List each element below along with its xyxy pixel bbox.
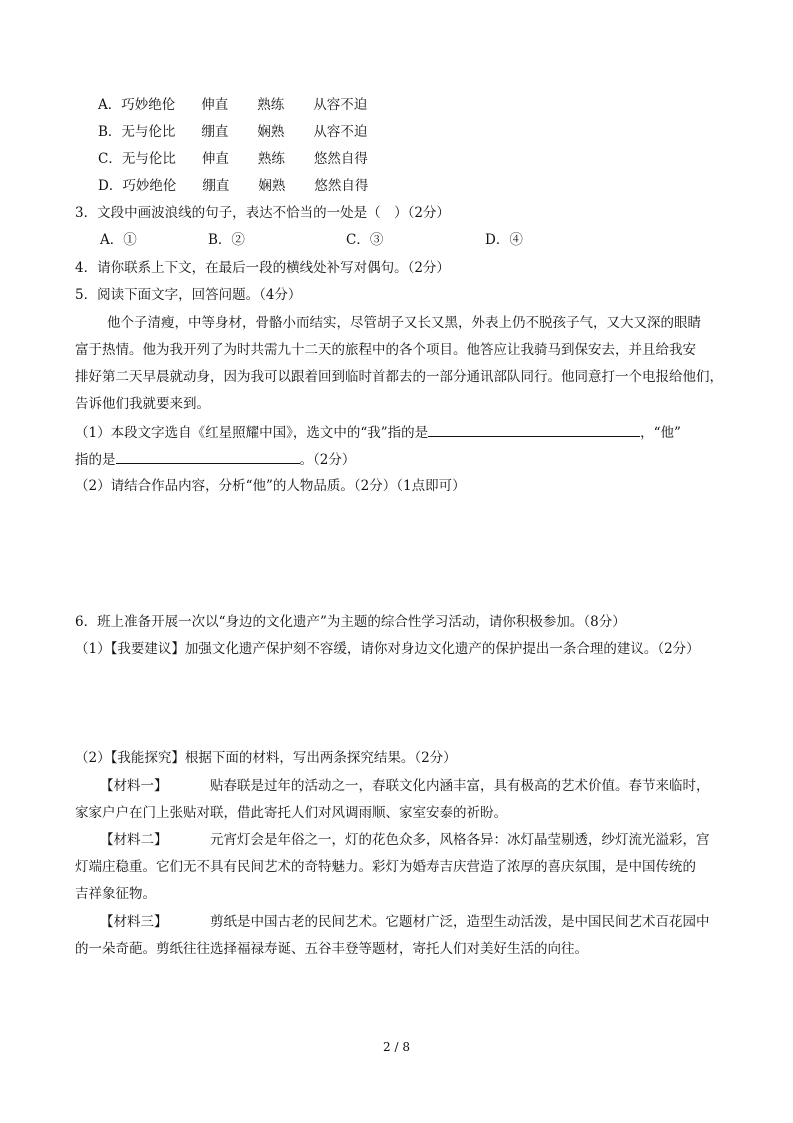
option-word: 悠然自得 bbox=[314, 178, 369, 194]
q5-passage-line: 他个子清瘦，中等身材，骨骼小而结实，尽管胡子又长又黑，外表上仍不脱孩子气，又大又深的眼睛 bbox=[107, 315, 701, 331]
q2-option-a bbox=[98, 95, 367, 115]
option-word: 从容不迫 bbox=[313, 97, 368, 113]
option-word: 巧妙绝伦 bbox=[122, 178, 177, 194]
option-word: 巧妙绝伦 bbox=[121, 97, 176, 113]
question-text: （1）本段文字选自《红星照耀中国》，选文中的“我”指的是 bbox=[75, 425, 429, 441]
q5-passage-line: 富于热情。他为我开列了为时共需九十二天的旅程中的各个项目。他答应让我骑马到保安去，并且给我安 bbox=[75, 342, 696, 358]
option-word: 熟练 bbox=[257, 97, 285, 113]
q5-passage-line: 排好第二天早晨就动身，因为我可以跟着回到临时首都去的一部分通讯部队同行。他同意打一个电报给他们， bbox=[75, 369, 723, 385]
option-label: C． bbox=[98, 151, 122, 167]
page-number: 2 / 8 bbox=[383, 1040, 410, 1054]
material-3-text: 的一朵奇葩。剪纸往往选择福禄寿诞、五谷丰登等题材，寄托人们对美好生活的向往。 bbox=[75, 941, 588, 957]
option-word: 无与伦比 bbox=[121, 124, 176, 140]
q3-option-a: A．① bbox=[100, 232, 137, 248]
material-3-text: 剪纸是中国古老的民间艺术。它题材广泛，造型生动活泼，是中国民间艺术百花园中 bbox=[210, 914, 710, 930]
answer-blank-i[interactable] bbox=[428, 422, 640, 437]
q5-stem: 5．阅读下面文字，回答问题。（4分） bbox=[75, 287, 302, 303]
option-word: 从容不迫 bbox=[313, 124, 368, 140]
q6-stem: 6．班上准备开展一次以“身边的文化遗产”为主题的综合性学习活动，请你积极参加。（8分） bbox=[75, 614, 626, 630]
q4-stem: 4．请你联系上下文，在最后一段的横线处补写对偶句。（2分） bbox=[75, 260, 450, 276]
option-word: 娴熟 bbox=[257, 124, 285, 140]
option-word: 熟练 bbox=[257, 151, 285, 167]
option-word: 绷直 bbox=[202, 178, 230, 194]
option-word: 伸直 bbox=[201, 97, 229, 113]
q2-option-c bbox=[98, 149, 368, 169]
material-2-tag: 【材料二】 bbox=[100, 832, 168, 848]
option-word: 无与伦比 bbox=[121, 151, 176, 167]
q5-passage-line: 告诉他们我就要来到。 bbox=[75, 396, 210, 412]
option-word: 娴熟 bbox=[258, 178, 286, 194]
material-1-text: 贴春联是过年的活动之一，春联文化内涵丰富，具有极高的艺术价值。春节来临时， bbox=[210, 778, 710, 794]
q2-option-d bbox=[98, 176, 368, 196]
option-word: 悠然自得 bbox=[313, 151, 368, 167]
q2-option-b bbox=[98, 122, 367, 142]
question-text: 。（2分） bbox=[299, 452, 356, 468]
option-label: A． bbox=[98, 97, 122, 113]
option-word: 绷直 bbox=[201, 124, 229, 140]
option-label: B． bbox=[98, 124, 122, 140]
q5-sub1-line2 bbox=[75, 449, 355, 470]
q3-option-b: B．② bbox=[208, 232, 245, 248]
q6-sub1: （1）【我要建议】加强文化遗产保护刻不容缓，请你对身边文化遗产的保护提出一条合理的建议。（2分） bbox=[75, 641, 700, 657]
material-3-tag: 【材料三】 bbox=[100, 914, 168, 930]
q5-sub1-line1 bbox=[75, 422, 681, 443]
q3-option-c: C．③ bbox=[346, 232, 384, 248]
question-text: ，“他” bbox=[640, 425, 681, 441]
question-text: 指的是 bbox=[75, 452, 116, 468]
material-2-text: 灯端庄稳重。它们无不具有民间艺术的奇特魅力。彩灯为婚寿吉庆营造了浓厚的喜庆氛围，是中国传统的 bbox=[75, 859, 696, 875]
q3-stem: 3．文段中画波浪线的句子，表达不恰当的一处是（ ）（2分） bbox=[75, 205, 450, 221]
material-2-text: 元宵灯会是年俗之一，灯的花色众多，风格各异：冰灯晶莹剔透，纱灯流光溢彩，宫 bbox=[210, 832, 710, 848]
answer-blank-he[interactable] bbox=[116, 449, 300, 464]
material-1-tag: 【材料一】 bbox=[100, 778, 168, 794]
option-word: 伸直 bbox=[201, 151, 229, 167]
option-label: D． bbox=[98, 178, 123, 194]
q6-sub2: （2）【我能探究】根据下面的材料，写出两条探究结果。（2分） bbox=[75, 750, 457, 766]
q3-option-d: D．④ bbox=[485, 232, 523, 248]
material-2-text: 吉祥象征物。 bbox=[75, 886, 156, 902]
material-1-text: 家家户户在门上张贴对联，借此寄托人们对风调雨顺、家室安泰的祈盼。 bbox=[75, 805, 507, 821]
q5-sub2: （2）请结合作品内容，分析“他”的人物品质。（2分）（1点即可） bbox=[75, 478, 466, 494]
